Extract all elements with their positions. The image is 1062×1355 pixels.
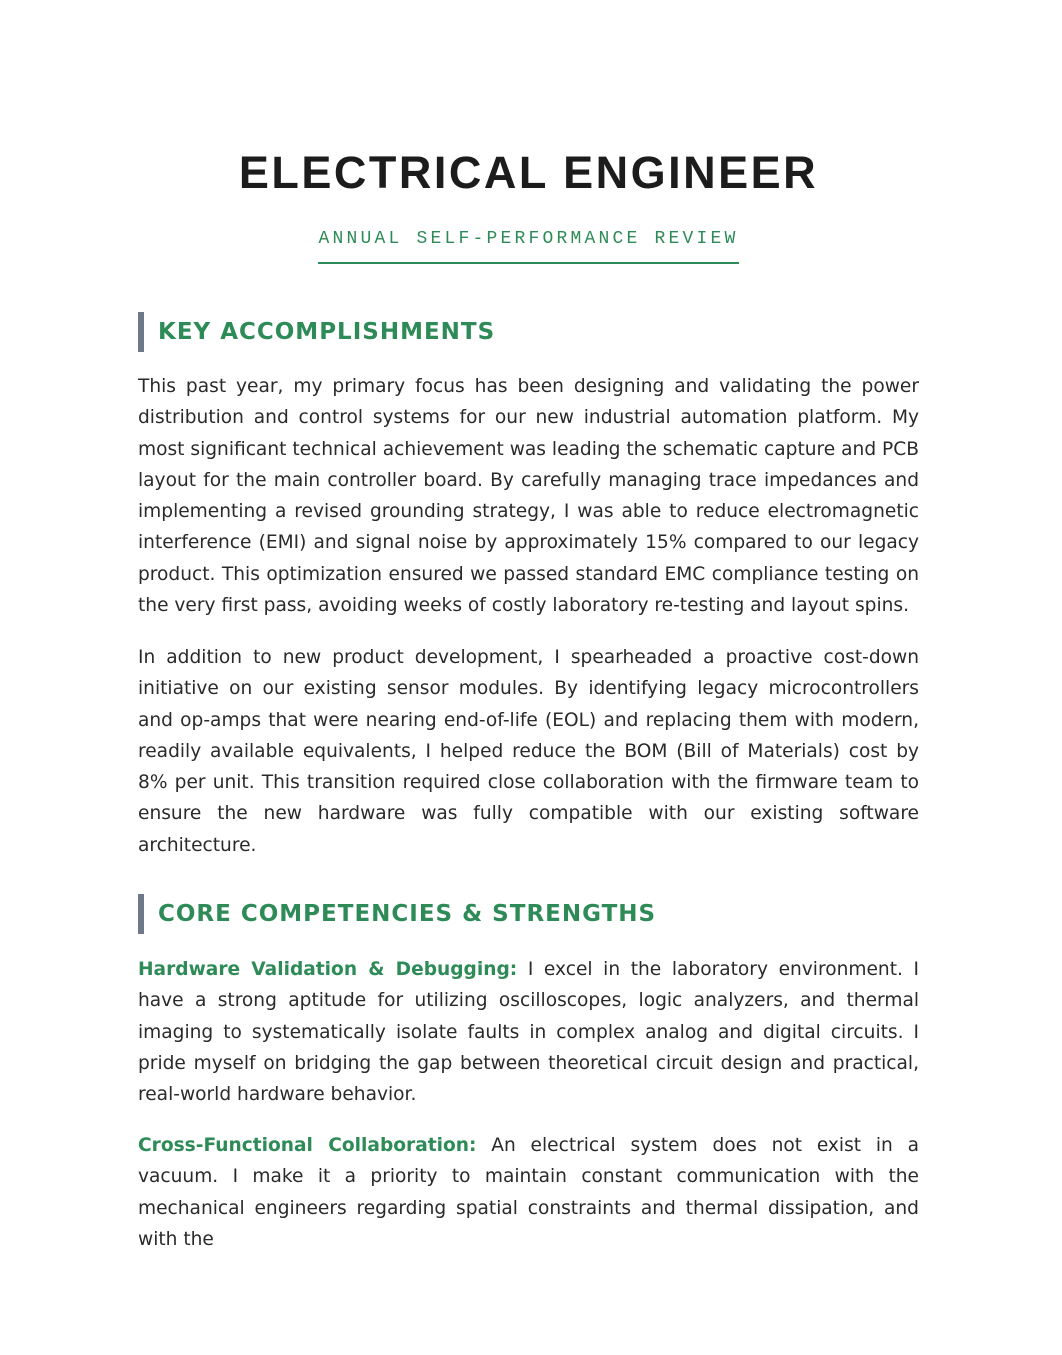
competency-item-cross-functional xyxy=(138,1130,919,1255)
competency-item-hardware-validation xyxy=(138,954,919,1110)
document-title: ELECTRICAL ENGINEER xyxy=(238,147,819,198)
competency-term: Cross-Functional Collaboration: xyxy=(138,1135,477,1156)
document-subtitle: ANNUAL SELF-PERFORMANCE REVIEW xyxy=(318,226,738,264)
competency-term: Hardware Validation & Debugging: xyxy=(138,959,518,980)
competency-description: I excel in the laboratory environment. I have a strong aptitude for utilizing oscilloscopes, logic analyzers, and thermal imaging to systematically isolate faults in complex analog and digital circuits. I pride myself on bridging the gap between theoretical circuit design and practical, real-world hardware behavior. xyxy=(138,959,920,1106)
accomplishments-paragraph-1: This past year, my primary focus has been designing and validating the power distribution and control systems for our new industrial automation platform. My most significant technical achievement was leading the schematic capture and PCB layout for the main controller board. By carefully managing trace impedances and implementing a revised grounding strategy, I was able to reduce electromagnetic interference (EMI) and signal noise by approximately 15% compared to our legacy product. This optimization ensured we passed standard EMC compliance testing on the very first pass, avoiding weeks of costly laboratory re-testing and layout spins. xyxy=(138,376,919,617)
section-heading-core-competencies: CORE COMPETENCIES & STRENGTHS xyxy=(138,894,919,934)
subtitle-container xyxy=(138,226,919,264)
section-heading-key-accomplishments: KEY ACCOMPLISHMENTS xyxy=(138,312,919,352)
competency-description: An electrical system does not exist in a vacuum. I make it a priority to maintain constant communication with the mechanical engineers regarding spatial constraints and thermal dissipation, and with the xyxy=(138,1135,919,1250)
accomplishments-paragraph-2: In addition to new product development, I spearheaded a proactive cost-down initiative on our existing sensor modules. By identifying legacy microcontrollers and op-amps that were nearing end-of-life (EOL) and replacing them with modern, readily available equivalents, I helped reduce the BOM (Bill of Materials) cost by 8% per unit. This transition required close collaboration with the firmware team to ensure the new hardware was fully compatible with our existing software architecture. xyxy=(138,647,919,856)
